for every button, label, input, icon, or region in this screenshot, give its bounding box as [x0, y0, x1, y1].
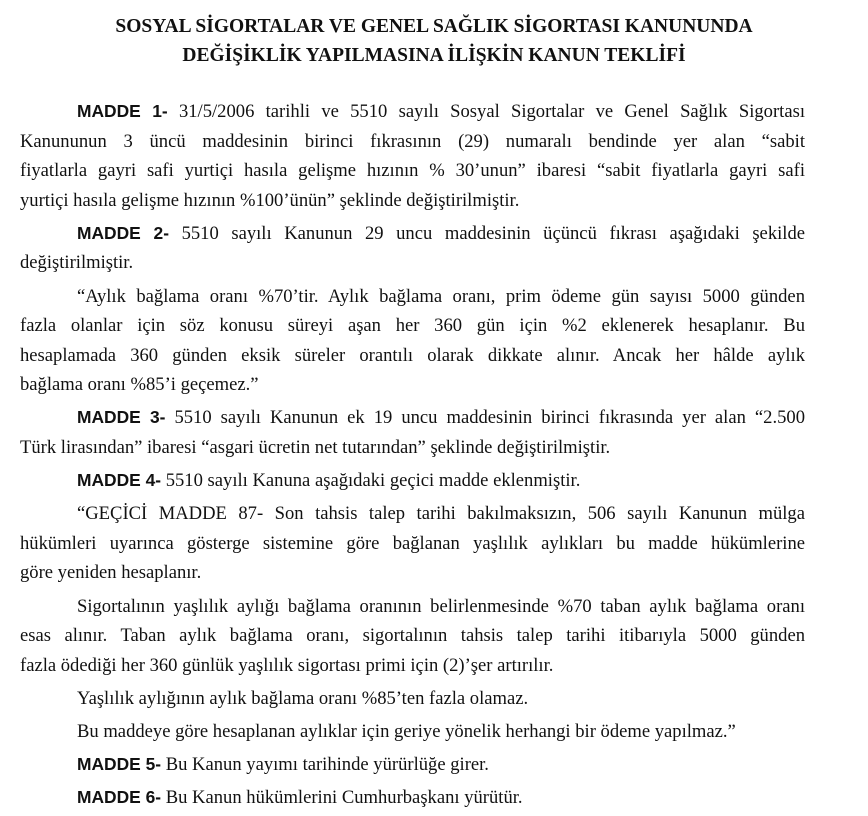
- temporary-article-87-p2-line-2: esas alınır. Taban aylık bağlama oranı, sigortalının tahsis talep tarihi itibarıyla 5000 günden: [20, 625, 805, 647]
- temporary-article-87-line-2: hükümleri uyarınca gösterge sistemine göre bağlanan yaşlılık aylıkları bu madde hükümlerine: [20, 532, 805, 554]
- temporary-article-87-p2-line-3: fazla ödediği her 360 günlük yaşlılık sigortası primi için (2)’şer artırılır.: [20, 654, 554, 676]
- temporary-article-87-p3-line-1: Yaşlılık aylığının aylık bağlama oranı %85’ten fazla olamaz.: [77, 687, 529, 709]
- article-1-line-3: fiyatlarla gayri safi yurtiçi hasıla gelişme hızının % 30’unun” ibaresi “sabit fiyatlarla gayri safi: [20, 160, 805, 182]
- article-4-text-1: 5510 sayılı Kanuna aşağıdaki geçici madde eklenmiştir.: [161, 470, 581, 492]
- article-2-quote: [20, 282, 805, 400]
- article-2-text-1: 5510 sayılı Kanunun 29 uncu maddesinin üçüncü fıkrası aşağıdaki şekilde: [169, 222, 805, 244]
- article-6-label: MADDE 6-: [77, 787, 162, 808]
- article-5-text-1: Bu Kanun yayımı tarihinde yürürlüğe girer.: [161, 753, 489, 775]
- article-1: [20, 97, 805, 215]
- article-1-text-1: 31/5/2006 tarihli ve 5510 sayılı Sosyal Sigortalar ve Genel Sağlık Sigortası: [167, 101, 805, 122]
- article-3-text-1: 5510 sayılı Kanunun ek 19 uncu maddesinin birinci fıkrasında yer alan “2.500: [165, 407, 805, 429]
- document-title: [0, 12, 868, 70]
- article-3-line-1: [77, 403, 805, 433]
- article-1-line-2: Kanununun 3 üncü maddesinin birinci fıkrasının (29) numaralı bendinde yer alan “sabit: [20, 130, 805, 152]
- article-2-line-2: değiştirilmiştir.: [20, 252, 134, 274]
- title-line-2: DEĞİŞİKLİK YAPILMASINA İLİŞKİN KANUN TEKLİFİ: [182, 45, 686, 66]
- temporary-article-87-p2-line-1: Sigortalının yaşlılık aylığı bağlama oranının belirlenmesinde %70 taban aylık bağlama oranı: [77, 595, 805, 617]
- article-1-line-1: [77, 97, 805, 127]
- title-line-1: SOSYAL SİGORTALAR VE GENEL SAĞLIK SİGORTASI KANUNUNDA: [115, 16, 753, 37]
- temporary-article-87-para-3: [77, 684, 805, 714]
- temporary-article-87-line-3: göre yeniden hesaplanır.: [20, 562, 202, 584]
- article-2-label: MADDE 2-: [77, 222, 169, 243]
- article-2: [20, 219, 805, 278]
- temporary-article-87-p4-line-1: Bu maddeye göre hesaplanan aylıklar için geriye yönelik herhangi bir ödeme yapılmaz.”: [77, 720, 736, 742]
- article-1-label: MADDE 1-: [77, 101, 168, 121]
- article-1-line-4: yurtiçi hasıla gelişme hızının %100’ünün” şeklinde değiştirilmiştir.: [20, 189, 520, 211]
- article-2-quote-line-4: bağlama oranı %85’i geçemez.”: [20, 374, 259, 396]
- temporary-article-87-para-2: [20, 592, 805, 681]
- article-4-line-1: [77, 466, 805, 496]
- temporary-article-87-para-1: [20, 499, 805, 588]
- article-5: [77, 750, 805, 780]
- temporary-article-87-para-4: [77, 717, 805, 747]
- temporary-article-87-line-1: “GEÇİCİ MADDE 87- Son tahsis talep tarihi bakılmaksızın, 506 sayılı Kanunun mülga: [77, 503, 805, 525]
- article-5-label: MADDE 5-: [77, 753, 162, 774]
- article-3-line-2: Türk lirasından” ibaresi “asgari ücretin net tutarından” şeklinde değiştirilmiştir.: [20, 437, 611, 459]
- article-2-line-1: [77, 219, 805, 249]
- article-6: [77, 783, 805, 813]
- article-2-quote-line-1: “Aylık bağlama oranı %70’tir. Aylık bağlama oranı, prim ödeme gün sayısı 5000 günden: [77, 285, 805, 307]
- article-6-text-1: Bu Kanun hükümlerini Cumhurbaşkanı yürütür.: [161, 787, 523, 809]
- article-2-quote-line-3: hesaplamada 360 günden eksik süreler orantılı olarak dikkate alınır. Ancak her hâlde aylık: [20, 344, 805, 366]
- article-2-quote-line-2: fazla olanlar için söz konusu süreyi aşan her 360 gün için %2 eklenerek hesaplanır. Bu: [20, 315, 805, 337]
- article-4-label: MADDE 4-: [77, 470, 162, 491]
- article-4: [77, 466, 805, 496]
- document-body: [20, 97, 805, 816]
- article-5-line-1: [77, 750, 805, 780]
- article-6-line-1: [77, 783, 805, 813]
- article-3: [20, 403, 805, 462]
- article-3-label: MADDE 3-: [77, 407, 166, 428]
